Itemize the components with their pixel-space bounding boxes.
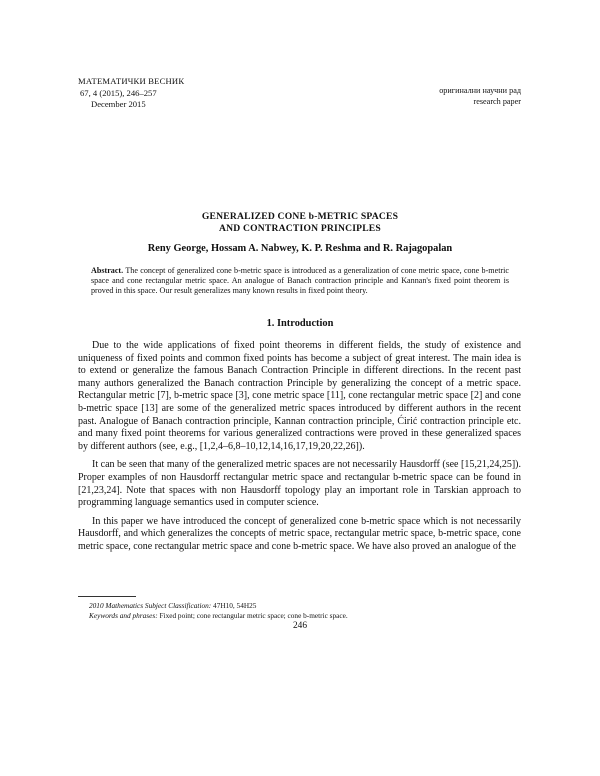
abstract-text: The concept of generalized cone b-metric space is introduced as a generalization of cone metric space, cone b-metric space and cone rectangular metric space. An analogue of Banach contraction principle and Kannan's fixed point theorem is proved in this space. Our result generalizes many known results in fixed point theory. [91,266,509,295]
msc-label: 2010 Mathematics Subject Classification: [89,601,212,610]
page-number: 246 [292,621,308,631]
paper-type-serbian: оригинални научни рад [439,86,521,95]
journal-name: МАТЕМАТИЧКИ ВЕСНИК [78,76,185,86]
abstract-label: Abstract. [91,266,124,275]
paper-title-line-2: AND CONTRACTION PRINCIPLES [219,223,381,234]
journal-header [78,76,184,111]
paper-title-line-1: GENERALIZED CONE b-METRIC SPACES [201,211,399,222]
paper-type-english: research paper [473,96,521,106]
footnotes [78,601,348,620]
paragraph: In this paper we have introduced the concept of generalized cone b-metric space which is not necessarily Hausdorff, and which generalizes the concepts of metric space, rectangular metric space, b-metric space, cone metric space, cone rectangular metric space and cone b-metric space. We have also proved an analogue of the [78,515,521,552]
paper-title [0,211,600,235]
keywords-label: Keywords and phrases: [89,610,158,620]
abstract [91,266,509,296]
journal-date: December 2015 [91,99,146,109]
paragraph: It can be seen that many of the generalized metric spaces are not necessarily Hausdorff (see [15,21,24,25]). Proper examples of non Hausdorff rectangular metric space and rectangular b-metric space can be found in [21,23,24]. Note that spaces with non Hausdorff topology play an important role in Tarskian approach to programming language semantics used in computer science. [78,459,521,509]
section-heading: 1. Introduction [266,318,334,329]
paper-type [439,86,521,107]
keywords-value: Fixed point; cone rectangular metric space; cone b-metric space. [159,610,348,620]
paper-authors: Reny George, Hossam A. Nabwey, K. P. Reshma and R. Rajagopalan [147,243,453,254]
journal-volume: 67, 4 (2015), 246–257 [80,87,157,98]
paragraph: Due to the wide applications of fixed point theorems in different fields, the study of existence and uniqueness of fixed points and common fixed points has become a subject of great interest. The main idea is to extend or generalize the famous Banach Contraction Principle in different directions. In the recent past many authors generalized the Banach contraction Principle by generalizing the concept of a metric space. Rectangular metric [7], b-metric space [3], cone metric space [11], cone rectangular metric space [2] and cone b-metric space [13] are some of the generalized metric spaces introduced by different authors in the recent past. Analogue of Banach contraction principle, Kannan contraction principle, Ćirić contraction principle etc. and many fixed point theorems for various generalized contractions were proved in these generalized spaces by different authors (see, e.g., [1,2,4–6,8–10,12,14,16,17,19,20,22,26]). [78,340,521,452]
keywords-footnote [78,611,348,621]
msc-value: 47H10, 54H25 [213,601,257,610]
footnote-rule [78,596,136,597]
msc-footnote [78,601,348,611]
body-text [78,340,521,560]
